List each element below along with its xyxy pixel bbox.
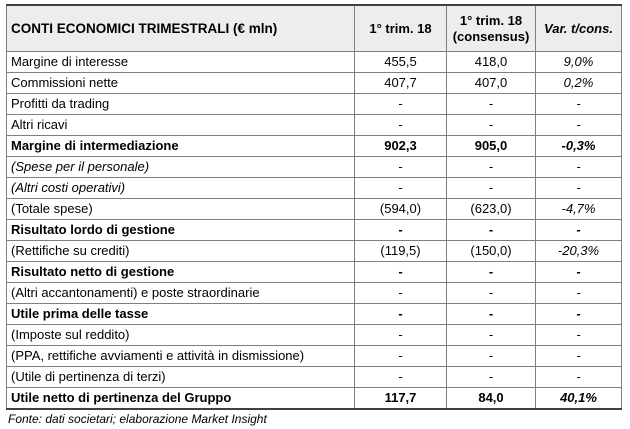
row-label: (PPA, rettifiche avviamenti e attività in dismissione) [7,346,355,367]
header-label: CONTI ECONOMICI TRIMESTRALI (€ mln) [7,5,355,52]
row-value-q1-actual: - [355,178,447,199]
row-value-variation: - [536,262,622,283]
row-label: Profitti da trading [7,94,355,115]
row-value-variation: - [536,178,622,199]
row-value-q1-consensus: - [447,178,536,199]
row-value-variation: 9,0% [536,52,622,73]
row-label: Altri ricavi [7,115,355,136]
table-row [7,346,622,367]
table-body [7,52,622,410]
row-value-q1-actual: 455,5 [355,52,447,73]
row-value-q1-consensus: - [447,304,536,325]
row-value-q1-actual: - [355,283,447,304]
row-value-variation: - [536,157,622,178]
row-label: (Rettifiche su crediti) [7,241,355,262]
row-value-q1-actual: - [355,304,447,325]
source-note: Fonte: dati societari; elaborazione Market Insight [8,412,267,426]
row-value-q1-consensus: - [447,115,536,136]
table-row [7,136,622,157]
row-value-q1-actual: - [355,346,447,367]
row-value-q1-consensus: - [447,94,536,115]
header-q1-actual: 1° trim. 18 [355,5,447,52]
row-label: (Imposte sul reddito) [7,325,355,346]
table-row [7,73,622,94]
row-value-q1-consensus: - [447,220,536,241]
table-row [7,157,622,178]
financial-table-container [6,4,622,426]
table-row [7,199,622,220]
row-value-variation: 0,2% [536,73,622,94]
row-value-variation: 40,1% [536,388,622,410]
row-value-q1-actual: 117,7 [355,388,447,410]
row-label: Risultato netto di gestione [7,262,355,283]
row-value-variation: - [536,94,622,115]
row-value-q1-consensus: - [447,367,536,388]
row-label: (Altri accantonamenti) e poste straordinarie [7,283,355,304]
row-value-q1-actual: - [355,325,447,346]
row-value-variation: -4,7% [536,199,622,220]
table-row [7,304,622,325]
row-value-variation: - [536,325,622,346]
row-label: (Totale spese) [7,199,355,220]
row-label: Utile netto di pertinenza del Gruppo [7,388,355,410]
table-row [7,115,622,136]
row-value-q1-consensus: - [447,283,536,304]
row-value-q1-actual: 407,7 [355,73,447,94]
table-row [7,220,622,241]
row-value-variation: - [536,367,622,388]
table-row [7,325,622,346]
table-row [7,94,622,115]
table-row [7,283,622,304]
table-row [7,262,622,283]
row-value-q1-consensus: 407,0 [447,73,536,94]
row-value-q1-consensus: 84,0 [447,388,536,410]
row-value-q1-consensus: 905,0 [447,136,536,157]
table-row [7,367,622,388]
row-value-variation: - [536,220,622,241]
table-row [7,388,622,410]
table-row [7,178,622,199]
row-value-q1-actual: - [355,157,447,178]
row-value-q1-consensus: 418,0 [447,52,536,73]
row-value-q1-consensus: - [447,325,536,346]
row-label: Margine di interesse [7,52,355,73]
row-value-q1-actual: - [355,367,447,388]
table-row [7,52,622,73]
row-value-q1-consensus: - [447,262,536,283]
row-value-variation: - [536,346,622,367]
header-q1-consensus-line2: (consensus) [452,28,530,44]
header-q1-consensus [447,5,536,52]
row-value-q1-consensus: (150,0) [447,241,536,262]
header-q1-consensus-line1: 1° trim. 18 [459,12,523,28]
row-value-variation: - [536,283,622,304]
table-row [7,241,622,262]
row-value-q1-actual: - [355,220,447,241]
row-value-variation: -0,3% [536,136,622,157]
row-label: (Spese per il personale) [7,157,355,178]
row-value-q1-actual: (119,5) [355,241,447,262]
row-value-q1-actual: (594,0) [355,199,447,220]
row-value-variation: - [536,115,622,136]
row-label: (Altri costi operativi) [7,178,355,199]
table-header-row [7,5,622,52]
row-value-q1-actual: - [355,94,447,115]
row-label: Utile prima delle tasse [7,304,355,325]
quarterly-income-table [6,4,622,410]
row-label: Risultato lordo di gestione [7,220,355,241]
row-label: Margine di intermediazione [7,136,355,157]
row-value-q1-consensus: - [447,157,536,178]
row-value-q1-actual: - [355,262,447,283]
row-value-q1-actual: 902,3 [355,136,447,157]
row-label: (Utile di pertinenza di terzi) [7,367,355,388]
row-value-q1-consensus: - [447,346,536,367]
header-variation: Var. t/cons. [536,5,622,52]
row-label: Commissioni nette [7,73,355,94]
row-value-q1-consensus: (623,0) [447,199,536,220]
row-value-q1-actual: - [355,115,447,136]
row-value-variation: - [536,304,622,325]
row-value-variation: -20,3% [536,241,622,262]
